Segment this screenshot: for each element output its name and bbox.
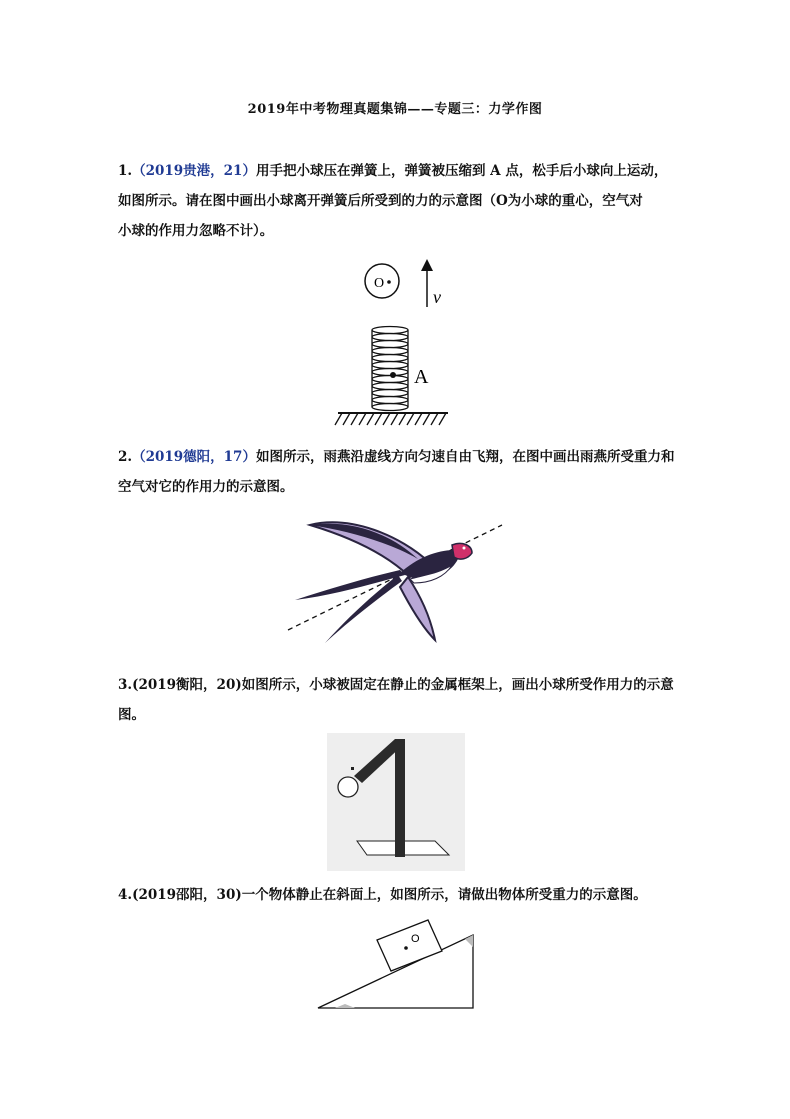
block-center-dot	[404, 946, 408, 950]
page-title: 2019年中考物理真题集锦——专题三：力学作图	[247, 102, 543, 117]
spring-ball-figure	[330, 255, 470, 435]
question-3-line-1	[118, 670, 678, 700]
question-1-line-2: 如图所示。请在图中画出小球离开弹簧后所受到的力的示意图（O为小球的重心，空气对	[118, 193, 643, 209]
question-3-line-2: 图。	[118, 707, 145, 723]
swallow-eye	[463, 547, 466, 550]
question-1	[118, 156, 678, 246]
question-1-line-1	[118, 156, 678, 186]
swallow-head	[452, 543, 472, 559]
question-1-number: 1.	[118, 163, 133, 179]
question-4	[118, 880, 678, 910]
incline-figure	[315, 915, 480, 1015]
point-a-dot	[390, 372, 396, 378]
ground-hatch	[335, 413, 446, 425]
question-2-source: （2019德阳，17）	[132, 449, 256, 465]
velocity-label: v	[433, 287, 441, 307]
question-1-line-3: 小球的作用力忽略不计）。	[118, 223, 274, 239]
question-3-source: (2019衡阳，20)	[132, 677, 242, 693]
question-2-line-1	[118, 442, 678, 472]
question-3	[118, 670, 678, 730]
ball	[338, 777, 358, 797]
question-3-text-1: 如图所示，小球被固定在静止的金属框架上，画出小球所受作用力的示意	[241, 677, 674, 693]
question-1-source: （2019贵港，21）	[132, 163, 256, 179]
question-4-number: 4.	[118, 887, 133, 903]
question-3-number: 3.	[118, 677, 133, 693]
metal-frame-figure	[327, 733, 465, 871]
ball-center-dot	[387, 280, 391, 284]
frame-vertical-bar	[395, 739, 405, 857]
block-center-label: O	[411, 933, 420, 945]
velocity-arrow-head	[421, 259, 433, 271]
point-a-label: A	[414, 366, 429, 388]
frame-dot	[351, 767, 354, 770]
spring	[372, 327, 408, 411]
ball-center-label: O	[374, 276, 385, 291]
question-4-line-1	[118, 880, 678, 910]
question-2-text-1: 如图所示，雨燕沿虚线方向匀速自由飞翔，在图中画出雨燕所受重力和	[255, 449, 675, 465]
question-4-text-1: 一个物体静止在斜面上，如图所示，请做出物体所受重力的示意图。	[241, 887, 647, 903]
swallow-figure	[280, 515, 510, 650]
question-4-source: (2019邵阳，30)	[132, 887, 242, 903]
question-1-text-1: 用手把小球压在弹簧上，弹簧被压缩到 A 点，松手后小球向上运动，	[255, 163, 668, 179]
swallow-lower-wing	[400, 577, 435, 640]
question-2-number: 2.	[118, 449, 133, 465]
question-2-line-2: 空气对它的作用力的示意图。	[118, 479, 294, 495]
question-2	[118, 442, 678, 502]
